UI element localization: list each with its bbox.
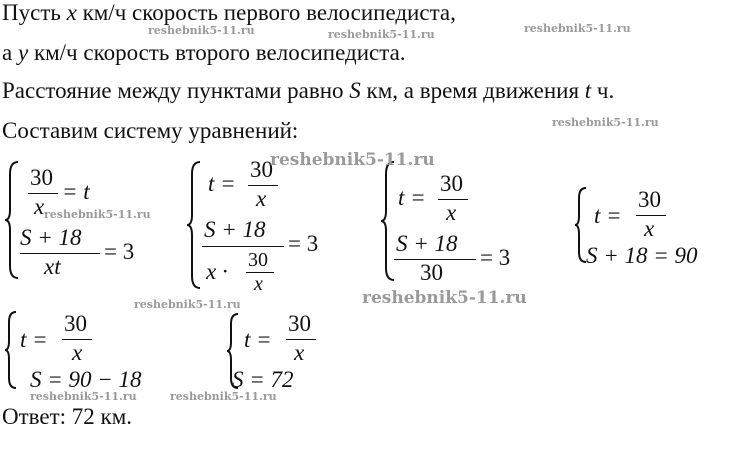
var-t: t [584,78,592,103]
numerator: 30 [250,157,273,182]
system-2 [186,157,346,300]
equation: S = 72 [232,367,294,392]
watermark: reshebnik5-11.ru [30,390,137,403]
lhs: t = [208,171,236,196]
lhs: t = [244,327,272,352]
watermark: reshebnik5-11.ru [148,24,255,37]
system-5 [4,310,174,400]
denominator: x [254,273,263,295]
watermark: reshebnik5-11.ru [362,288,527,308]
intro-text: Пусть [2,0,61,25]
watermark: reshebnik5-11.ru [524,22,631,35]
denominator: x [294,340,305,365]
var-s: S [349,78,361,103]
intro-text: Расстояние между пунктами равно [2,78,344,103]
rhs: = 3 [104,239,135,264]
numerator: S + 18 [20,225,82,250]
numerator: 30 [64,311,87,336]
watermark: reshebnik5-11.ru [270,150,435,170]
denominator: xt [44,254,61,279]
system-6 [226,312,346,398]
intro-line-1 [2,0,456,26]
denominator: x [644,216,655,241]
intro-line-4: Составим систему уравнений: [2,118,299,143]
numerator: S + 18 [396,231,458,256]
denominator: x [256,186,267,211]
intro-text: км/ч скорость второго велосипедиста. [33,40,406,65]
watermark: reshebnik5-11.ru [552,116,659,129]
denominator: x [72,340,83,365]
watermark: reshebnik5-11.ru [328,28,435,41]
intro-line-3 [2,78,614,104]
brace-icon [380,160,396,282]
system-4 [574,186,724,276]
lhs: t = [594,203,622,228]
numerator: S + 18 [204,217,266,242]
lhs: t = [20,327,48,352]
intro-text: а [2,40,13,65]
numerator: 30 [30,165,53,190]
fraction-bar [202,246,284,247]
watermark: reshebnik5-11.ru [134,298,241,311]
brace-icon [186,160,202,290]
rhs: = 3 [480,245,511,270]
brace-icon [4,160,20,280]
denominator: x [446,200,457,225]
numerator: 30 [248,249,268,271]
var-y: y [17,40,29,65]
var-x: x [66,0,77,25]
watermark: reshebnik5-11.ru [170,390,277,403]
numerator: 30 [288,311,311,336]
denominator-part: x · [206,259,228,284]
watermark: reshebnik5-11.ru [44,208,151,221]
numerator: 30 [440,171,463,196]
equation: S = 90 − 18 [30,367,142,392]
rhs: = t [62,179,90,204]
rhs: = 3 [288,231,319,256]
intro-text: км, а время движения [366,78,580,103]
denominator: x [34,194,45,219]
denominator: 30 [420,260,443,285]
brace-icon [4,310,18,390]
numerator: 30 [638,187,661,212]
intro-line-2 [2,40,406,66]
answer: Ответ: 72 км. [2,404,133,429]
equation: S + 18 = 90 [586,243,698,268]
intro-text: км/ч скорость первого велосипедиста, [82,0,456,25]
lhs: t = [398,185,426,210]
system-3 [380,160,530,290]
intro-text: ч. [596,78,615,103]
